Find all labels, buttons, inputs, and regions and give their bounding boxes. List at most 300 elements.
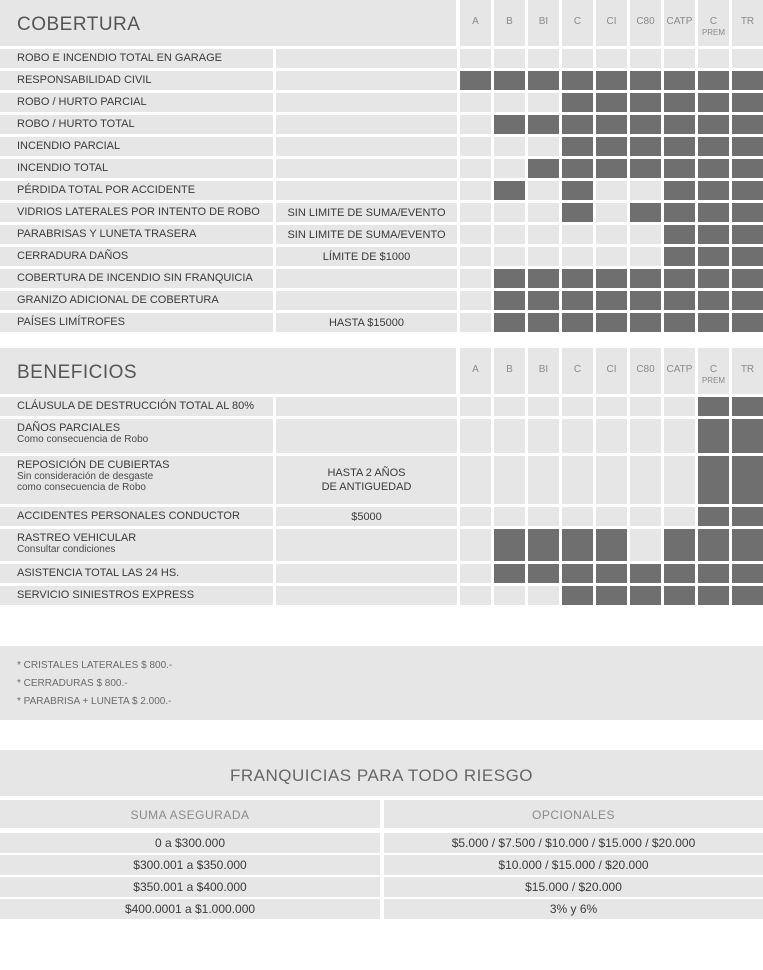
coverage-cell-empty: [494, 507, 525, 526]
table-row: [0, 247, 763, 266]
note-line: * CRISTALES LATERALES $ 800.-: [17, 660, 173, 671]
coverage-cell-empty: [528, 456, 559, 504]
coverage-cell-included: [664, 247, 695, 266]
coverage-cell-included: [596, 71, 627, 90]
coverage-cell-empty: [460, 137, 491, 156]
coverage-cell-empty: [596, 397, 627, 416]
coverage-cell-empty: [630, 397, 661, 416]
column-header-c80: C80: [630, 0, 661, 46]
column-header-c: C: [562, 348, 593, 394]
row-value: [276, 269, 457, 288]
row-label: [0, 71, 273, 90]
coverage-cell-empty: [630, 529, 661, 561]
coverage-cell-included: [630, 71, 661, 90]
coverage-cell-empty: [562, 49, 593, 68]
coverage-cell-included: [732, 586, 763, 605]
coverage-cell-included: [630, 291, 661, 310]
coverage-cell-included: [494, 564, 525, 583]
column-header-b: B: [494, 0, 525, 46]
coverage-cell-empty: [528, 507, 559, 526]
table-row: [0, 313, 763, 332]
row-value-text: HASTA 2 AÑOS DE ANTIGUEDAD: [321, 467, 412, 493]
coverage-cell-included: [698, 181, 729, 200]
table-row: [0, 137, 763, 156]
coverage-cell-empty: [698, 49, 729, 68]
coverage-cell-included: [630, 159, 661, 178]
coverage-cell-included: [664, 159, 695, 178]
coverage-cell-included: [562, 269, 593, 288]
coverage-cell-included: [494, 71, 525, 90]
coverage-cell-empty: [630, 507, 661, 526]
coverage-cell-included: [664, 181, 695, 200]
coverage-cell-included: [732, 507, 763, 526]
coverage-cell-empty: [460, 291, 491, 310]
coverage-cell-included: [664, 93, 695, 112]
column-header-tr: TR: [732, 348, 763, 394]
coverage-cell-empty: [460, 159, 491, 178]
coverage-cell-included: [732, 419, 763, 453]
row-value: [276, 419, 457, 453]
coverage-cell-empty: [460, 115, 491, 134]
coverage-cell-included: [630, 137, 661, 156]
row-value-text: $5000: [351, 510, 382, 523]
coverage-cell-included: [596, 115, 627, 134]
column-header-c80: C80: [630, 348, 661, 394]
coverage-cell-included: [732, 159, 763, 178]
coverage-cell-empty: [596, 419, 627, 453]
coverage-cell-included: [528, 564, 559, 583]
coverage-cell-included: [732, 71, 763, 90]
suma-asegurada-cell: $400.0001 a $1.000.000: [0, 899, 380, 919]
coverage-cell-empty: [528, 586, 559, 605]
coverage-cell-included: [630, 93, 661, 112]
coverage-cell-included: [630, 203, 661, 222]
column-header-tr: TR: [732, 0, 763, 46]
row-value: [276, 115, 457, 134]
row-value-text: SIN LIMITE DE SUMA/EVENTO: [287, 206, 446, 219]
coverage-cell-included: [528, 529, 559, 561]
coverage-cell-included: [562, 93, 593, 112]
coverage-cell-included: [596, 269, 627, 288]
column-header-b: B: [494, 348, 525, 394]
coverage-cell-included: [732, 181, 763, 200]
table-row: [0, 291, 763, 310]
coverage-cell-included: [698, 419, 729, 453]
coverage-cell-empty: [460, 419, 491, 453]
coverage-cell-included: [562, 529, 593, 561]
column-header-bi: BI: [528, 348, 559, 394]
coverage-cell-empty: [494, 397, 525, 416]
coverage-cell-included: [596, 93, 627, 112]
table-row: [0, 181, 763, 200]
coverage-cell-included: [698, 291, 729, 310]
coverage-cell-empty: [460, 456, 491, 504]
row-label-text: ACCIDENTES PERSONALES CONDUCTOR: [17, 510, 240, 522]
table-row: [0, 397, 763, 416]
coverage-cell-empty: [460, 313, 491, 332]
row-note: Como consecuencia de Robo: [17, 434, 149, 445]
row-label: [0, 181, 273, 200]
row-label-text: PARABRISAS Y LUNETA TRASERA: [17, 228, 197, 240]
coverage-cell-empty: [494, 586, 525, 605]
column-header-sub: PREM: [701, 28, 726, 37]
coverage-cell-included: [596, 564, 627, 583]
coverage-cell-empty: [596, 456, 627, 504]
coverage-cell-empty: [664, 456, 695, 504]
row-value: [276, 586, 457, 605]
row-note: Sin consideración de desgaste: [17, 471, 154, 482]
table-row: [0, 586, 763, 605]
row-label-text: PÉRDIDA TOTAL POR ACCIDENTE: [17, 184, 196, 196]
coverage-cell-empty: [528, 247, 559, 266]
row-label: [0, 456, 273, 504]
opcionales-cell: $10.000 / $15.000 / $20.000: [384, 855, 763, 875]
coverage-cell-included: [562, 203, 593, 222]
coverage-cell-included: [664, 586, 695, 605]
section-title: [0, 348, 456, 394]
section-title-text: BENEFICIOS: [17, 362, 138, 383]
column-header-bi: BI: [528, 0, 559, 46]
row-label: [0, 507, 273, 526]
row-label: [0, 115, 273, 134]
row-label-text: ROBO / HURTO TOTAL: [17, 118, 135, 130]
coverage-cell-empty: [528, 397, 559, 416]
coverage-cell-empty: [460, 203, 491, 222]
row-value-text: HASTA $15000: [328, 316, 404, 329]
row-value-text: LÍMITE DE $1000: [322, 250, 411, 263]
table-row: [0, 529, 763, 561]
coverage-cell-included: [698, 507, 729, 526]
coverage-cell-empty: [528, 49, 559, 68]
coverage-cell-empty: [528, 225, 559, 244]
coverage-cell-empty: [630, 247, 661, 266]
row-value: [276, 456, 457, 504]
row-value: [276, 247, 457, 266]
coverage-cell-included: [630, 564, 661, 583]
row-label-text: SERVICIO SINIESTROS EXPRESS: [17, 589, 195, 601]
coverage-cell-empty: [494, 225, 525, 244]
column-header-ci: CI: [596, 348, 627, 394]
coverage-cell-included: [664, 203, 695, 222]
coverage-cell-included: [528, 313, 559, 332]
coverage-cell-included: [460, 71, 491, 90]
coverage-cell-included: [732, 529, 763, 561]
coverage-cell-empty: [494, 203, 525, 222]
note-line: * PARABRISA + LUNETA $ 2.000.-: [17, 696, 172, 707]
coverage-cell-included: [528, 291, 559, 310]
coverage-cell-included: [698, 115, 729, 134]
coverage-cell-empty: [460, 269, 491, 288]
coverage-cell-included: [596, 159, 627, 178]
coverage-cell-empty: [460, 49, 491, 68]
coverage-cell-included: [528, 159, 559, 178]
column-header-sub: PREM: [701, 376, 726, 385]
coverage-cell-included: [732, 247, 763, 266]
coverage-cell-included: [562, 159, 593, 178]
row-label-text: GRANIZO ADICIONAL DE COBERTURA: [17, 294, 219, 306]
coverage-cell-included: [698, 203, 729, 222]
coverage-cell-included: [698, 71, 729, 90]
row-label-text: INCENDIO PARCIAL: [17, 140, 121, 152]
row-value: [276, 159, 457, 178]
coverage-cell-included: [664, 529, 695, 561]
row-label: [0, 586, 273, 605]
coverage-cell-empty: [494, 93, 525, 112]
coverage-cell-empty: [460, 564, 491, 583]
table-row: [0, 564, 763, 583]
table-row: [0, 49, 763, 68]
row-label: [0, 419, 273, 453]
coverage-cell-empty: [630, 225, 661, 244]
coverage-cell-empty: [460, 93, 491, 112]
coverage-cell-included: [494, 269, 525, 288]
coverage-cell-empty: [630, 49, 661, 68]
row-label-text: ASISTENCIA TOTAL LAS 24 HS.: [17, 567, 180, 579]
row-label-text: RASTREO VEHICULAR: [17, 532, 137, 544]
coverage-cell-included: [630, 115, 661, 134]
coverage-cell-included: [494, 115, 525, 134]
row-label: [0, 564, 273, 583]
row-value: [276, 529, 457, 561]
coverage-cell-included: [630, 313, 661, 332]
coverage-cell-included: [698, 313, 729, 332]
coverage-cell-included: [698, 397, 729, 416]
row-label: [0, 313, 273, 332]
row-label-text: RESPONSABILIDAD CIVIL: [17, 74, 152, 86]
suma-asegurada-header: SUMA ASEGURADA: [0, 800, 380, 828]
coverage-cell-included: [528, 269, 559, 288]
row-value: [276, 93, 457, 112]
coverage-cell-empty: [528, 203, 559, 222]
row-label-text: PAÍSES LIMÍTROFES: [17, 316, 125, 328]
coverage-cell-included: [562, 137, 593, 156]
row-label: [0, 247, 273, 266]
row-label-text: CLÁUSULA DE DESTRUCCIÓN TOTAL AL 80%: [17, 400, 254, 412]
coverage-cell-empty: [596, 49, 627, 68]
row-value: [276, 225, 457, 244]
coverage-cell-included: [732, 291, 763, 310]
column-header-c: C: [562, 0, 593, 46]
coverage-cell-included: [732, 564, 763, 583]
row-label: [0, 397, 273, 416]
row-value: [276, 203, 457, 222]
table-row: [0, 269, 763, 288]
coverage-cell-empty: [460, 247, 491, 266]
suma-asegurada-cell: $350.001 a $400.000: [0, 877, 380, 897]
coverage-cell-included: [732, 115, 763, 134]
coverage-cell-included: [664, 291, 695, 310]
coverage-cell-included: [596, 586, 627, 605]
row-value: [276, 507, 457, 526]
row-value: [276, 137, 457, 156]
coverage-cell-empty: [664, 419, 695, 453]
row-label-text: DAÑOS PARCIALES: [17, 422, 121, 434]
table-row: [0, 419, 763, 453]
coverage-cell-included: [562, 564, 593, 583]
coverage-cell-included: [698, 586, 729, 605]
coverage-cell-empty: [596, 247, 627, 266]
coverage-cell-empty: [528, 181, 559, 200]
row-value: [276, 181, 457, 200]
franquicias-title: FRANQUICIAS PARA TODO RIESGO: [0, 750, 763, 796]
coverage-cell-included: [664, 115, 695, 134]
coverage-cell-empty: [460, 507, 491, 526]
coverage-cell-included: [698, 456, 729, 504]
coverage-cell-included: [698, 269, 729, 288]
coverage-cell-included: [562, 291, 593, 310]
coverage-cell-empty: [664, 49, 695, 68]
coverage-cell-empty: [528, 93, 559, 112]
coverage-cell-included: [664, 225, 695, 244]
coverage-cell-included: [630, 269, 661, 288]
coverage-cell-empty: [664, 507, 695, 526]
coverage-cell-empty: [596, 507, 627, 526]
table-row: [0, 456, 763, 504]
coverage-cell-included: [732, 269, 763, 288]
suma-asegurada-cell: $300.001 a $350.000: [0, 855, 380, 875]
row-label: [0, 225, 273, 244]
row-label: [0, 203, 273, 222]
coverage-cell-included: [698, 137, 729, 156]
coverage-cell-empty: [460, 586, 491, 605]
note-line: * CERRADURAS $ 800.-: [17, 678, 128, 689]
coverage-cell-included: [528, 71, 559, 90]
row-value: [276, 313, 457, 332]
row-value: [276, 397, 457, 416]
coverage-cell-empty: [494, 419, 525, 453]
coverage-cell-included: [494, 181, 525, 200]
coverage-cell-included: [664, 137, 695, 156]
coverage-cell-included: [732, 313, 763, 332]
notes-box: [0, 646, 763, 720]
row-label: [0, 93, 273, 112]
coverage-cell-empty: [460, 529, 491, 561]
coverage-cell-empty: [562, 456, 593, 504]
opcionales-cell: 3% y 6%: [384, 899, 763, 919]
opcionales-header: OPCIONALES: [384, 800, 763, 828]
coverage-cell-included: [630, 586, 661, 605]
coverage-cell-included: [494, 313, 525, 332]
coverage-cell-empty: [460, 397, 491, 416]
coverage-cell-empty: [562, 507, 593, 526]
coverage-cell-empty: [562, 397, 593, 416]
row-value-text: SIN LIMITE DE SUMA/EVENTO: [287, 228, 446, 241]
coverage-cell-included: [596, 313, 627, 332]
opcionales-cell: $15.000 / $20.000: [384, 877, 763, 897]
column-header-c-prem: C PREM: [698, 0, 729, 46]
row-label: [0, 49, 273, 68]
column-header-ci: CI: [596, 0, 627, 46]
row-label: [0, 137, 273, 156]
coverage-cell-included: [698, 225, 729, 244]
coverage-cell-included: [732, 203, 763, 222]
row-label: [0, 291, 273, 310]
table-row: [0, 93, 763, 112]
coverage-cell-empty: [562, 419, 593, 453]
coverage-cell-included: [732, 93, 763, 112]
section-title: [0, 0, 456, 46]
coverage-cell-included: [698, 159, 729, 178]
row-value: [276, 49, 457, 68]
coverage-cell-empty: [732, 49, 763, 68]
coverage-cell-included: [664, 269, 695, 288]
coverage-cell-empty: [494, 159, 525, 178]
coverage-cell-empty: [562, 247, 593, 266]
column-header-catp: CATP: [664, 348, 695, 394]
row-label-text: VIDRIOS LATERALES POR INTENTO DE ROBO: [17, 206, 260, 218]
coverage-cell-included: [596, 291, 627, 310]
column-header-a: A: [460, 348, 491, 394]
table-row: [0, 71, 763, 90]
table-row: [0, 159, 763, 178]
coverage-cell-included: [664, 313, 695, 332]
coverage-cell-empty: [664, 397, 695, 416]
coverage-cell-empty: [596, 225, 627, 244]
coverage-cell-included: [698, 93, 729, 112]
coverage-cell-empty: [494, 137, 525, 156]
coverage-cell-empty: [630, 419, 661, 453]
table-row: [0, 507, 763, 526]
row-note: como consecuencia de Robo: [17, 482, 146, 493]
coverage-cell-included: [732, 225, 763, 244]
coverage-cell-empty: [494, 247, 525, 266]
row-label: [0, 269, 273, 288]
coverage-cell-empty: [596, 181, 627, 200]
coverage-cell-included: [664, 564, 695, 583]
coverage-cell-included: [698, 247, 729, 266]
coverage-cell-included: [732, 397, 763, 416]
row-label-text: CERRADURA DAÑOS: [17, 250, 129, 262]
column-header-a: A: [460, 0, 491, 46]
suma-asegurada-cell: 0 a $300.000: [0, 833, 380, 853]
row-label-text: ROBO E INCENDIO TOTAL EN GARAGE: [17, 52, 222, 64]
table-row: [0, 203, 763, 222]
row-label: [0, 529, 273, 561]
coverage-cell-empty: [630, 181, 661, 200]
table-row: [0, 115, 763, 134]
coverage-cell-included: [494, 529, 525, 561]
section-title-text: COBERTURA: [17, 14, 141, 35]
row-value: [276, 71, 457, 90]
coverage-cell-included: [732, 137, 763, 156]
coverage-cell-included: [562, 313, 593, 332]
coverage-cell-empty: [460, 181, 491, 200]
coverage-cell-empty: [494, 49, 525, 68]
row-label: [0, 159, 273, 178]
coverage-cell-included: [698, 564, 729, 583]
coverage-cell-empty: [494, 456, 525, 504]
coverage-cell-included: [528, 115, 559, 134]
row-label-text: INCENDIO TOTAL: [17, 162, 109, 174]
coverage-cell-included: [562, 115, 593, 134]
row-note: Consultar condiciones: [17, 544, 116, 555]
coverage-cell-included: [562, 71, 593, 90]
coverage-cell-empty: [562, 225, 593, 244]
row-label-text: ROBO / HURTO PARCIAL: [17, 96, 147, 108]
coverage-cell-included: [732, 456, 763, 504]
column-header-c-prem: C PREM: [698, 348, 729, 394]
row-label-text: COBERTURA DE INCENDIO SIN FRANQUICIA: [17, 272, 253, 284]
column-header-catp: CATP: [664, 0, 695, 46]
coverage-cell-empty: [596, 203, 627, 222]
coverage-cell-empty: [630, 456, 661, 504]
coverage-cell-included: [664, 71, 695, 90]
table-row: [0, 225, 763, 244]
coverage-cell-empty: [528, 137, 559, 156]
coverage-cell-included: [596, 529, 627, 561]
coverage-cell-included: [562, 181, 593, 200]
coverage-cell-included: [596, 137, 627, 156]
